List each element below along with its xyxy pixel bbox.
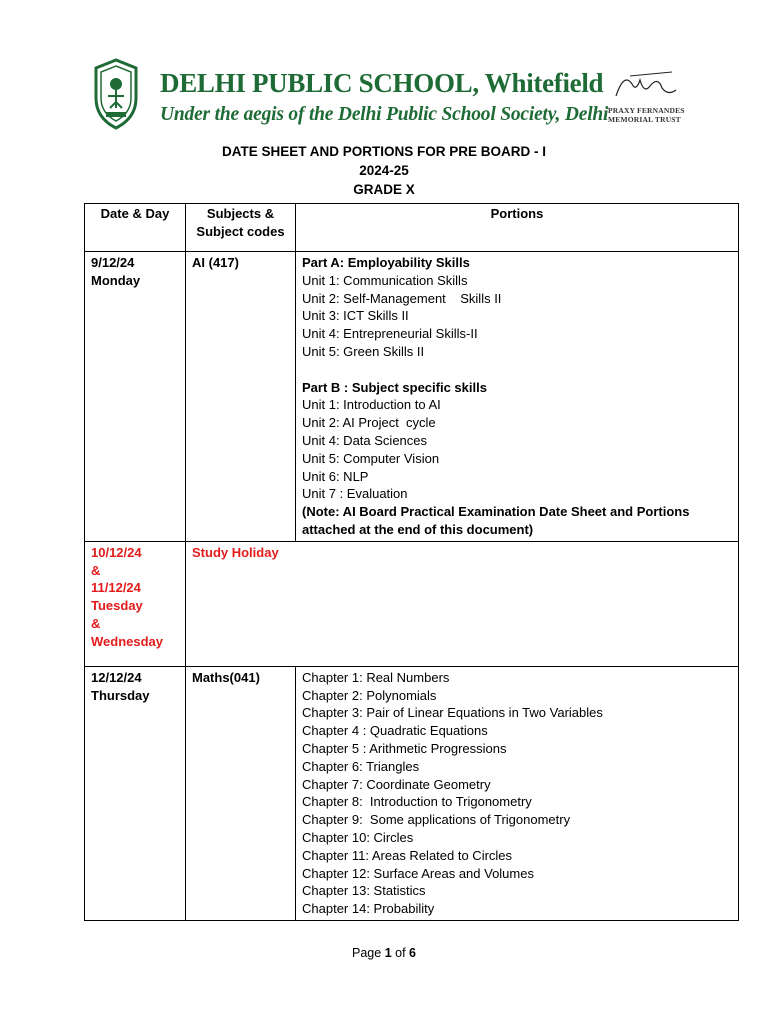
page-of: of [395, 946, 406, 960]
exam-date: 10/12/24 [91, 544, 142, 560]
portion-item: Unit 3: ICT Skills II [302, 308, 409, 324]
portion-item: Unit 7 : Evaluation [302, 486, 408, 502]
portion-item: Chapter 6: Triangles [302, 758, 420, 774]
date-cell [85, 666, 186, 920]
portion-item: Chapter 1: Real Numbers [302, 669, 450, 685]
portion-item: Unit 1: Communication Skills [302, 272, 468, 288]
trust-line-1: PRAXY FERNANDES [608, 106, 685, 115]
table-row [85, 666, 739, 920]
portion-item: Chapter 8: Introduction to Trigonometry [302, 794, 532, 810]
exam-day: Wednesday [91, 633, 164, 649]
date-cell [85, 541, 186, 666]
portion-item: Unit 6: NLP [302, 468, 369, 484]
portion-item: Chapter 12: Surface Areas and Volumes [302, 865, 534, 881]
header-subjects [186, 204, 296, 252]
table-header-row [85, 204, 739, 252]
portion-item: Unit 4: Data Sciences [302, 432, 428, 448]
page-current: 1 [384, 946, 392, 960]
date-cell [85, 252, 186, 542]
title-line-1: DATE SHEET AND PORTIONS FOR PRE BOARD - I [221, 144, 546, 159]
title-line-3: GRADE X [353, 182, 415, 197]
date-sheet-table [84, 203, 739, 921]
portion-item: Chapter 3: Pair of Linear Equations in Two Variables [302, 705, 603, 721]
trust-line-2: MEMORIAL TRUST [608, 115, 681, 124]
table-row [85, 252, 739, 542]
portion-item: Chapter 14: Probability [302, 901, 435, 917]
portion-item: Chapter 10: Circles [302, 829, 414, 845]
exam-day: Tuesday [91, 598, 143, 614]
trust-logo [608, 66, 688, 130]
spacer [302, 361, 732, 379]
title-line-2: 2024-25 [359, 163, 409, 178]
trust-name [608, 106, 685, 124]
study-holiday-cell: Study Holiday [186, 541, 739, 666]
document-title [0, 142, 768, 199]
school-crest-logo [92, 58, 140, 130]
subject-cell: AI (417) [186, 252, 296, 542]
portion-item: Chapter 4 : Quadratic Equations [302, 723, 488, 739]
portion-item: Unit 5: Computer Vision [302, 450, 440, 466]
portion-item: Chapter 13: Statistics [302, 883, 426, 899]
practical-note: (Note: AI Board Practical Examination Date Sheet and Portions attached at the end of this document) [302, 504, 690, 537]
page-total: 6 [409, 946, 416, 960]
table-row [85, 541, 739, 666]
part-b-heading: Part B : Subject specific skills [302, 379, 487, 395]
ampersand: & [91, 615, 101, 631]
ampersand: & [91, 562, 101, 578]
exam-date: 12/12/24 [91, 669, 142, 685]
exam-day: Thursday [91, 687, 150, 703]
header-date-day: Date & Day [85, 204, 186, 252]
exam-date: 9/12/24 [91, 255, 135, 270]
part-a-heading: Part A: Employability Skills [302, 255, 470, 270]
header-subjects-line-2: Subject codes [196, 223, 285, 239]
letterhead [90, 58, 690, 138]
portion-item: Chapter 11: Areas Related to Circles [302, 847, 513, 863]
page-footer [0, 946, 768, 960]
portion-item: Unit 2: AI Project cycle [302, 415, 436, 431]
portion-item: Chapter 2: Polynomials [302, 687, 437, 703]
header-portions: Portions [296, 204, 739, 252]
portion-item: Unit 5: Green Skills II [302, 343, 425, 359]
portion-item: Unit 2: Self-Management Skills II [302, 290, 502, 306]
header-subjects-line-1: Subjects & [206, 206, 275, 221]
portion-item: Unit 4: Entrepreneurial Skills-II [302, 326, 478, 342]
portions-cell [296, 252, 739, 542]
portion-item: Unit 1: Introduction to AI [302, 397, 441, 413]
portion-item: Chapter 7: Coordinate Geometry [302, 776, 491, 792]
portion-item: Chapter 5 : Arithmetic Progressions [302, 740, 507, 756]
school-subtitle: Under the aegis of the Delhi Public School Society, Delhi [160, 104, 609, 125]
portions-cell [296, 666, 739, 920]
signature-icon [610, 66, 682, 106]
subject-cell: Maths(041) [186, 666, 296, 920]
page-word: Page [352, 946, 382, 960]
portion-item: Chapter 9: Some applications of Trigonometry [302, 812, 571, 828]
exam-day: Monday [91, 272, 141, 288]
exam-date: 11/12/24 [91, 580, 141, 596]
school-name: DELHI PUBLIC SCHOOL, Whitefield [160, 68, 604, 98]
